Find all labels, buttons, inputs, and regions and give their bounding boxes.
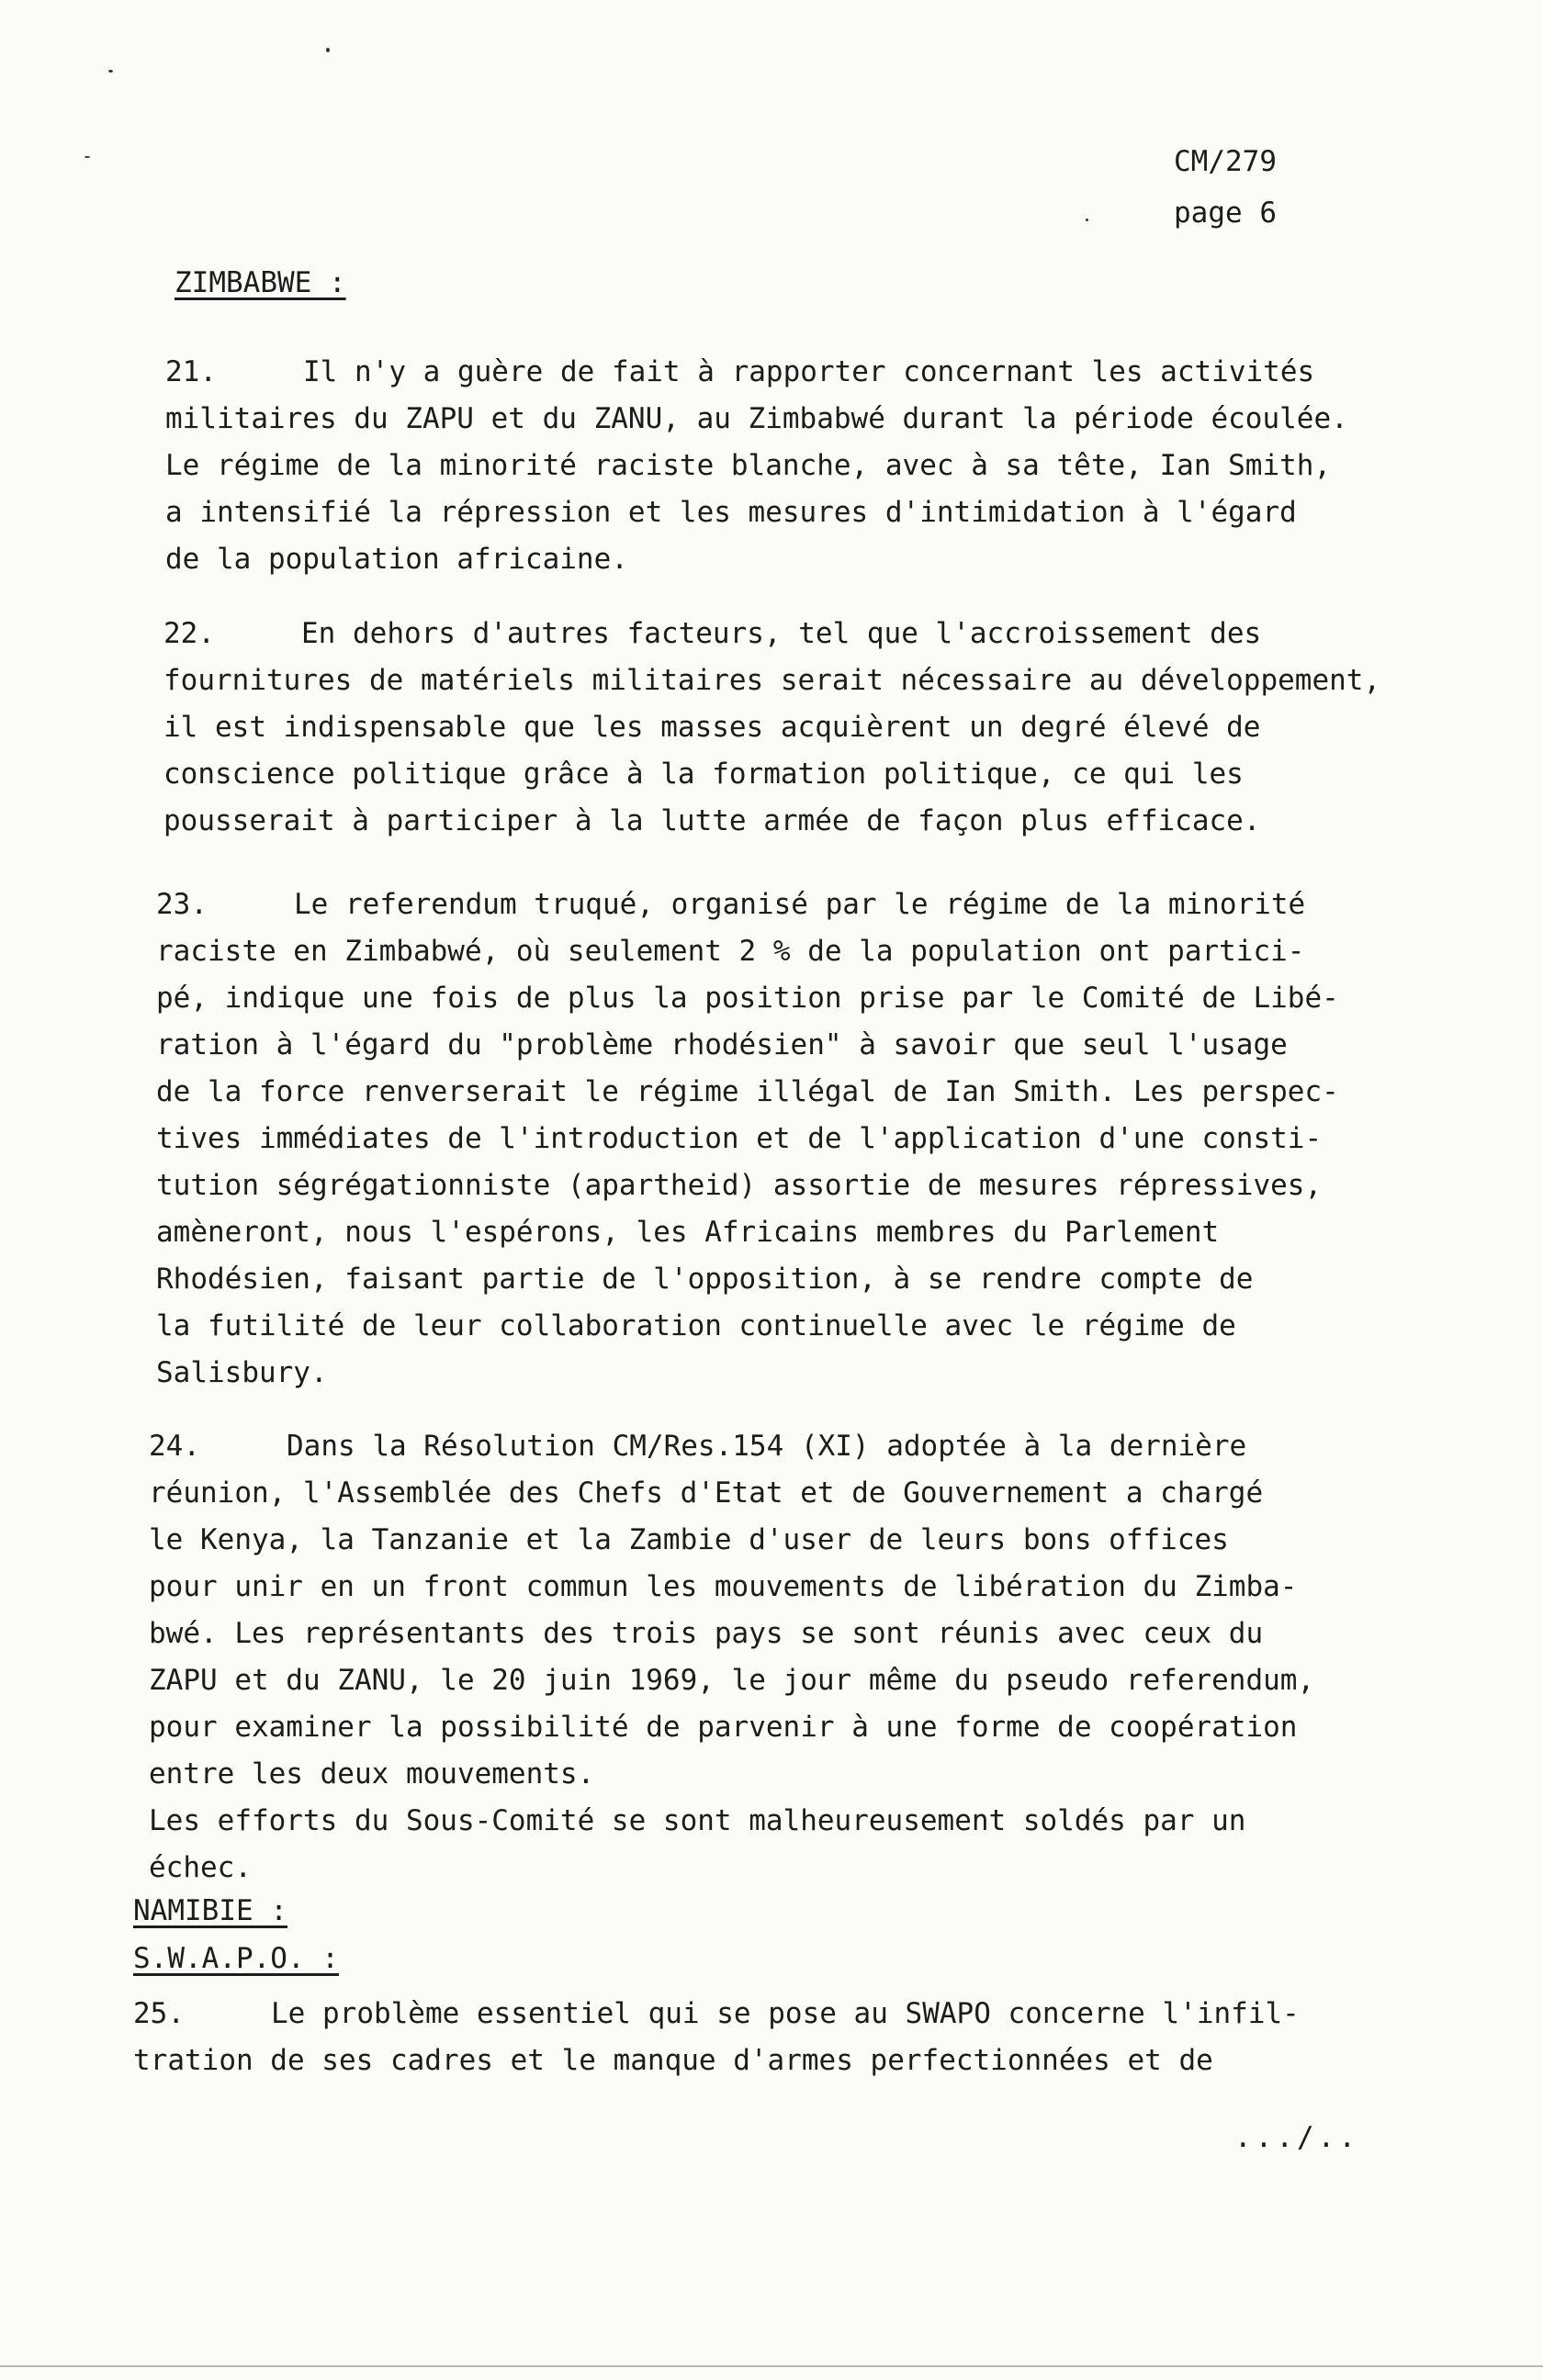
paragraph-line: échec. — [149, 1851, 252, 1884]
paragraph-line: Les efforts du Sous-Comité se sont malheureusement soldés par un — [149, 1804, 1246, 1837]
paragraph-line: de la force renverserait le régime illégal de Ian Smith. Les perspec- — [156, 1075, 1339, 1108]
paragraph-line: raciste en Zimbabwé, où seulement 2 % de la population ont partici- — [156, 935, 1305, 968]
paragraph-24 — [149, 1423, 1490, 1892]
paragraph-line: entre les deux mouvements. — [149, 1757, 595, 1791]
scan-speck — [84, 156, 90, 158]
paragraph-line: bwé. Les représentants des trois pays se sont réunis avec ceux du — [149, 1617, 1264, 1650]
paragraph-line: tration de ses cadres et le manque d'armes perfectionnées et de — [133, 2044, 1213, 2077]
paragraph-line: ration à l'égard du "problème rhodésien" à savoir que seul l'usage — [156, 1028, 1288, 1061]
scan-speck — [108, 70, 113, 73]
paragraph-line: de la population africaine. — [165, 543, 628, 576]
paragraph-line: pour unir en un front commun les mouvements de libération du Zimba- — [149, 1570, 1298, 1603]
paragraph-line: le Kenya, la Tanzanie et la Zambie d'user de leurs bons offices — [149, 1523, 1229, 1556]
paragraph-line: militaires du ZAPU et du ZANU, au Zimbabwé durant la période écoulée. — [165, 402, 1348, 435]
paragraph-line: pousserait à participer à la lutte armée de façon plus efficace. — [163, 804, 1261, 837]
scan-speck — [326, 48, 330, 52]
paragraph-line: amèneront, nous l'espérons, les Africains membres du Parlement — [156, 1216, 1220, 1249]
paragraph-line: réunion, l'Assemblée des Chefs d'Etat et de Gouvernement a chargé — [149, 1476, 1264, 1510]
paragraph-22 — [163, 611, 1504, 845]
scan-edge-line — [0, 2365, 1543, 2367]
paragraph-line: Le problème essentiel qui se pose au SWAPO concerne l'infil- — [271, 1997, 1300, 2030]
paragraph-25 — [133, 1991, 1474, 2084]
scan-speck — [1086, 219, 1088, 221]
document-reference: CM/279 — [1174, 145, 1277, 178]
paragraph-line: conscience politique grâce à la formation politique, ce qui les — [163, 758, 1244, 791]
paragraph-line: Le referendum truqué, organisé par le régime de la minorité — [294, 888, 1306, 921]
paragraph-21 — [165, 349, 1506, 583]
paragraph-line: Rhodésien, faisant partie de l'opposition, à se rendre compte de — [156, 1263, 1254, 1296]
paragraph-line: pé, indique une fois de plus la position prise par le Comité de Libé- — [156, 982, 1339, 1015]
paragraph-number: 25. — [133, 1997, 185, 2030]
paragraph-line: pour examiner la possibilité de parvenir à une forme de coopération — [149, 1711, 1298, 1744]
paragraph-line: tution ségrégationniste (apartheid) assortie de mesures répressives, — [156, 1169, 1323, 1202]
paragraph-line: il est indispensable que les masses acquièrent un degré élevé de — [163, 711, 1261, 744]
paragraph-line: fournitures de matériels militaires serait nécessaire au développement, — [163, 664, 1381, 697]
page-number: page 6 — [1174, 196, 1277, 230]
continuation-mark: .../.. — [1234, 2121, 1359, 2154]
paragraph-line: a intensifié la répression et les mesures d'intimidation à l'égard — [165, 496, 1297, 529]
section-heading-swapo: S.W.A.P.O. : — [133, 1942, 339, 1975]
paragraph-line: tives immédiates de l'introduction et de l'application d'une consti- — [156, 1122, 1323, 1155]
section-heading-namibie: NAMIBIE : — [133, 1894, 287, 1927]
document-header — [1174, 136, 1277, 239]
paragraph-number: 21. — [165, 355, 217, 388]
paragraph-line: ZAPU et du ZANU, le 20 juin 1969, le jour même du pseudo referendum, — [149, 1664, 1315, 1697]
paragraph-line: En dehors d'autres facteurs, tel que l'accroissement des — [301, 617, 1262, 650]
paragraph-line: Il n'y a guère de fait à rapporter concernant les activités — [303, 355, 1315, 388]
paragraph-line: Le régime de la minorité raciste blanche, avec à sa tête, Ian Smith, — [165, 449, 1332, 482]
paragraph-line: la futilité de leur collaboration continuelle avec le régime de — [156, 1309, 1236, 1342]
paragraph-23 — [156, 881, 1497, 1397]
paragraph-number: 23. — [156, 888, 208, 921]
paragraph-line: Dans la Résolution CM/Res.154 (XI) adoptée à la dernière — [287, 1430, 1247, 1463]
section-heading-zimbabwe: ZIMBABWE : — [175, 266, 346, 299]
paragraph-line: Salisbury. — [156, 1356, 328, 1389]
paragraph-number: 24. — [149, 1430, 200, 1463]
paragraph-number: 22. — [163, 617, 215, 650]
